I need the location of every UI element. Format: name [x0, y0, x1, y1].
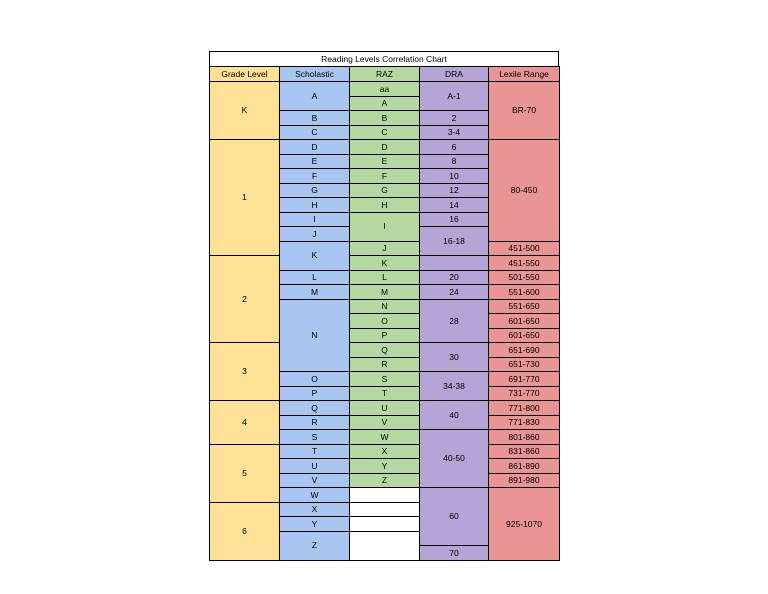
scholastic-cell: D	[279, 139, 350, 155]
raz-cell: B	[349, 110, 420, 126]
scholastic-cell: J	[279, 226, 350, 242]
lexile-range-cell: 771-830	[488, 415, 560, 431]
grade-level-cell: 5	[209, 444, 280, 503]
lexile-range-cell: 771-800	[488, 400, 560, 416]
scholastic-cell: X	[279, 502, 350, 518]
lexile-range-cell: 801-860	[488, 429, 560, 445]
grade-level-cell: 4	[209, 400, 280, 445]
lexile-range-cell: 831-860	[488, 444, 560, 460]
grade-level-cell: 6	[209, 502, 280, 561]
dra-cell: 24	[419, 284, 489, 300]
lexile-range-cell: 451-500	[488, 241, 560, 257]
raz-cell	[349, 502, 420, 518]
dra-cell: 8	[419, 154, 489, 170]
lexile-range-cell: 731-770	[488, 386, 560, 402]
lexile-range-cell: 501-550	[488, 270, 560, 286]
raz-cell: Z	[349, 473, 420, 489]
header-grade-level: Grade Level	[209, 66, 280, 82]
raz-cell: G	[349, 183, 420, 199]
dra-cell	[419, 255, 489, 271]
dra-cell: 16	[419, 212, 489, 228]
raz-cell: C	[349, 125, 420, 141]
scholastic-cell: S	[279, 429, 350, 445]
scholastic-cell: W	[279, 487, 350, 503]
scholastic-cell: P	[279, 386, 350, 402]
lexile-range-cell: 691-770	[488, 371, 560, 387]
raz-cell: A	[349, 96, 420, 112]
lexile-range-cell: 891-980	[488, 473, 560, 489]
dra-cell: 6	[419, 139, 489, 155]
dra-cell: 70	[419, 545, 489, 561]
lexile-range-cell: 80-450	[488, 139, 560, 242]
scholastic-cell: F	[279, 168, 350, 184]
scholastic-cell: K	[279, 241, 350, 271]
dra-cell: 10	[419, 168, 489, 184]
dra-cell: 28	[419, 299, 489, 344]
dra-cell: 34-38	[419, 371, 489, 401]
raz-cell: F	[349, 168, 420, 184]
scholastic-cell: R	[279, 415, 350, 431]
scholastic-cell: G	[279, 183, 350, 199]
raz-cell	[349, 516, 420, 532]
raz-cell: J	[349, 241, 420, 257]
lexile-range-cell: 601-650	[488, 313, 560, 329]
raz-cell: U	[349, 400, 420, 416]
lexile-range-cell: 551-650	[488, 299, 560, 315]
scholastic-cell: V	[279, 473, 350, 489]
dra-cell: 60	[419, 487, 489, 546]
lexile-range-cell: 651-690	[488, 342, 560, 358]
raz-cell: H	[349, 197, 420, 213]
scholastic-cell: T	[279, 444, 350, 460]
scholastic-cell: A	[279, 81, 350, 111]
lexile-range-cell: 601-650	[488, 328, 560, 344]
dra-cell: 14	[419, 197, 489, 213]
raz-cell: V	[349, 415, 420, 431]
grade-level-cell: 2	[209, 255, 280, 343]
dra-cell: 40-50	[419, 429, 489, 488]
raz-cell: E	[349, 154, 420, 170]
header-raz: RAZ	[349, 66, 420, 82]
header-scholastic: Scholastic	[279, 66, 350, 82]
grade-level-cell: K	[209, 81, 280, 140]
scholastic-cell: H	[279, 197, 350, 213]
lexile-range-cell: 861-890	[488, 458, 560, 474]
scholastic-cell: M	[279, 284, 350, 300]
reading-levels-correlation-chart	[209, 51, 559, 558]
raz-cell: X	[349, 444, 420, 460]
lexile-range-cell: 651-730	[488, 357, 560, 373]
raz-cell: O	[349, 313, 420, 329]
scholastic-cell: B	[279, 110, 350, 126]
dra-cell: 30	[419, 342, 489, 372]
grade-level-cell: 3	[209, 342, 280, 401]
raz-cell	[349, 531, 420, 561]
raz-cell: S	[349, 371, 420, 387]
raz-cell: R	[349, 357, 420, 373]
lexile-range-cell: BR-70	[488, 81, 560, 140]
scholastic-cell: Y	[279, 516, 350, 532]
raz-cell: D	[349, 139, 420, 155]
raz-cell	[349, 487, 420, 503]
raz-cell: aa	[349, 81, 420, 97]
raz-cell: Q	[349, 342, 420, 358]
raz-cell: W	[349, 429, 420, 445]
raz-cell: Y	[349, 458, 420, 474]
dra-cell: 20	[419, 270, 489, 286]
scholastic-cell: N	[279, 299, 350, 373]
lexile-range-cell: 925-1070	[488, 487, 560, 561]
raz-cell: T	[349, 386, 420, 402]
dra-cell: A-1	[419, 81, 489, 111]
grade-level-cell: 1	[209, 139, 280, 256]
raz-cell: P	[349, 328, 420, 344]
scholastic-cell: Q	[279, 400, 350, 416]
header-lexile-range: Lexile Range	[488, 66, 560, 82]
lexile-range-cell: 551-600	[488, 284, 560, 300]
raz-cell: M	[349, 284, 420, 300]
header-dra: DRA	[419, 66, 489, 82]
scholastic-cell: I	[279, 212, 350, 228]
dra-cell: 2	[419, 110, 489, 126]
lexile-range-cell: 451-550	[488, 255, 560, 271]
dra-cell: 16-18	[419, 226, 489, 256]
dra-cell: 3-4	[419, 125, 489, 141]
scholastic-cell: Z	[279, 531, 350, 561]
dra-cell: 12	[419, 183, 489, 199]
scholastic-cell: O	[279, 371, 350, 387]
scholastic-cell: E	[279, 154, 350, 170]
raz-cell: L	[349, 270, 420, 286]
raz-cell: N	[349, 299, 420, 315]
raz-cell: K	[349, 255, 420, 271]
scholastic-cell: L	[279, 270, 350, 286]
scholastic-cell: U	[279, 458, 350, 474]
scholastic-cell: C	[279, 125, 350, 141]
raz-cell: I	[349, 212, 420, 242]
chart-title: Reading Levels Correlation Chart	[209, 51, 559, 67]
dra-cell: 40	[419, 400, 489, 430]
